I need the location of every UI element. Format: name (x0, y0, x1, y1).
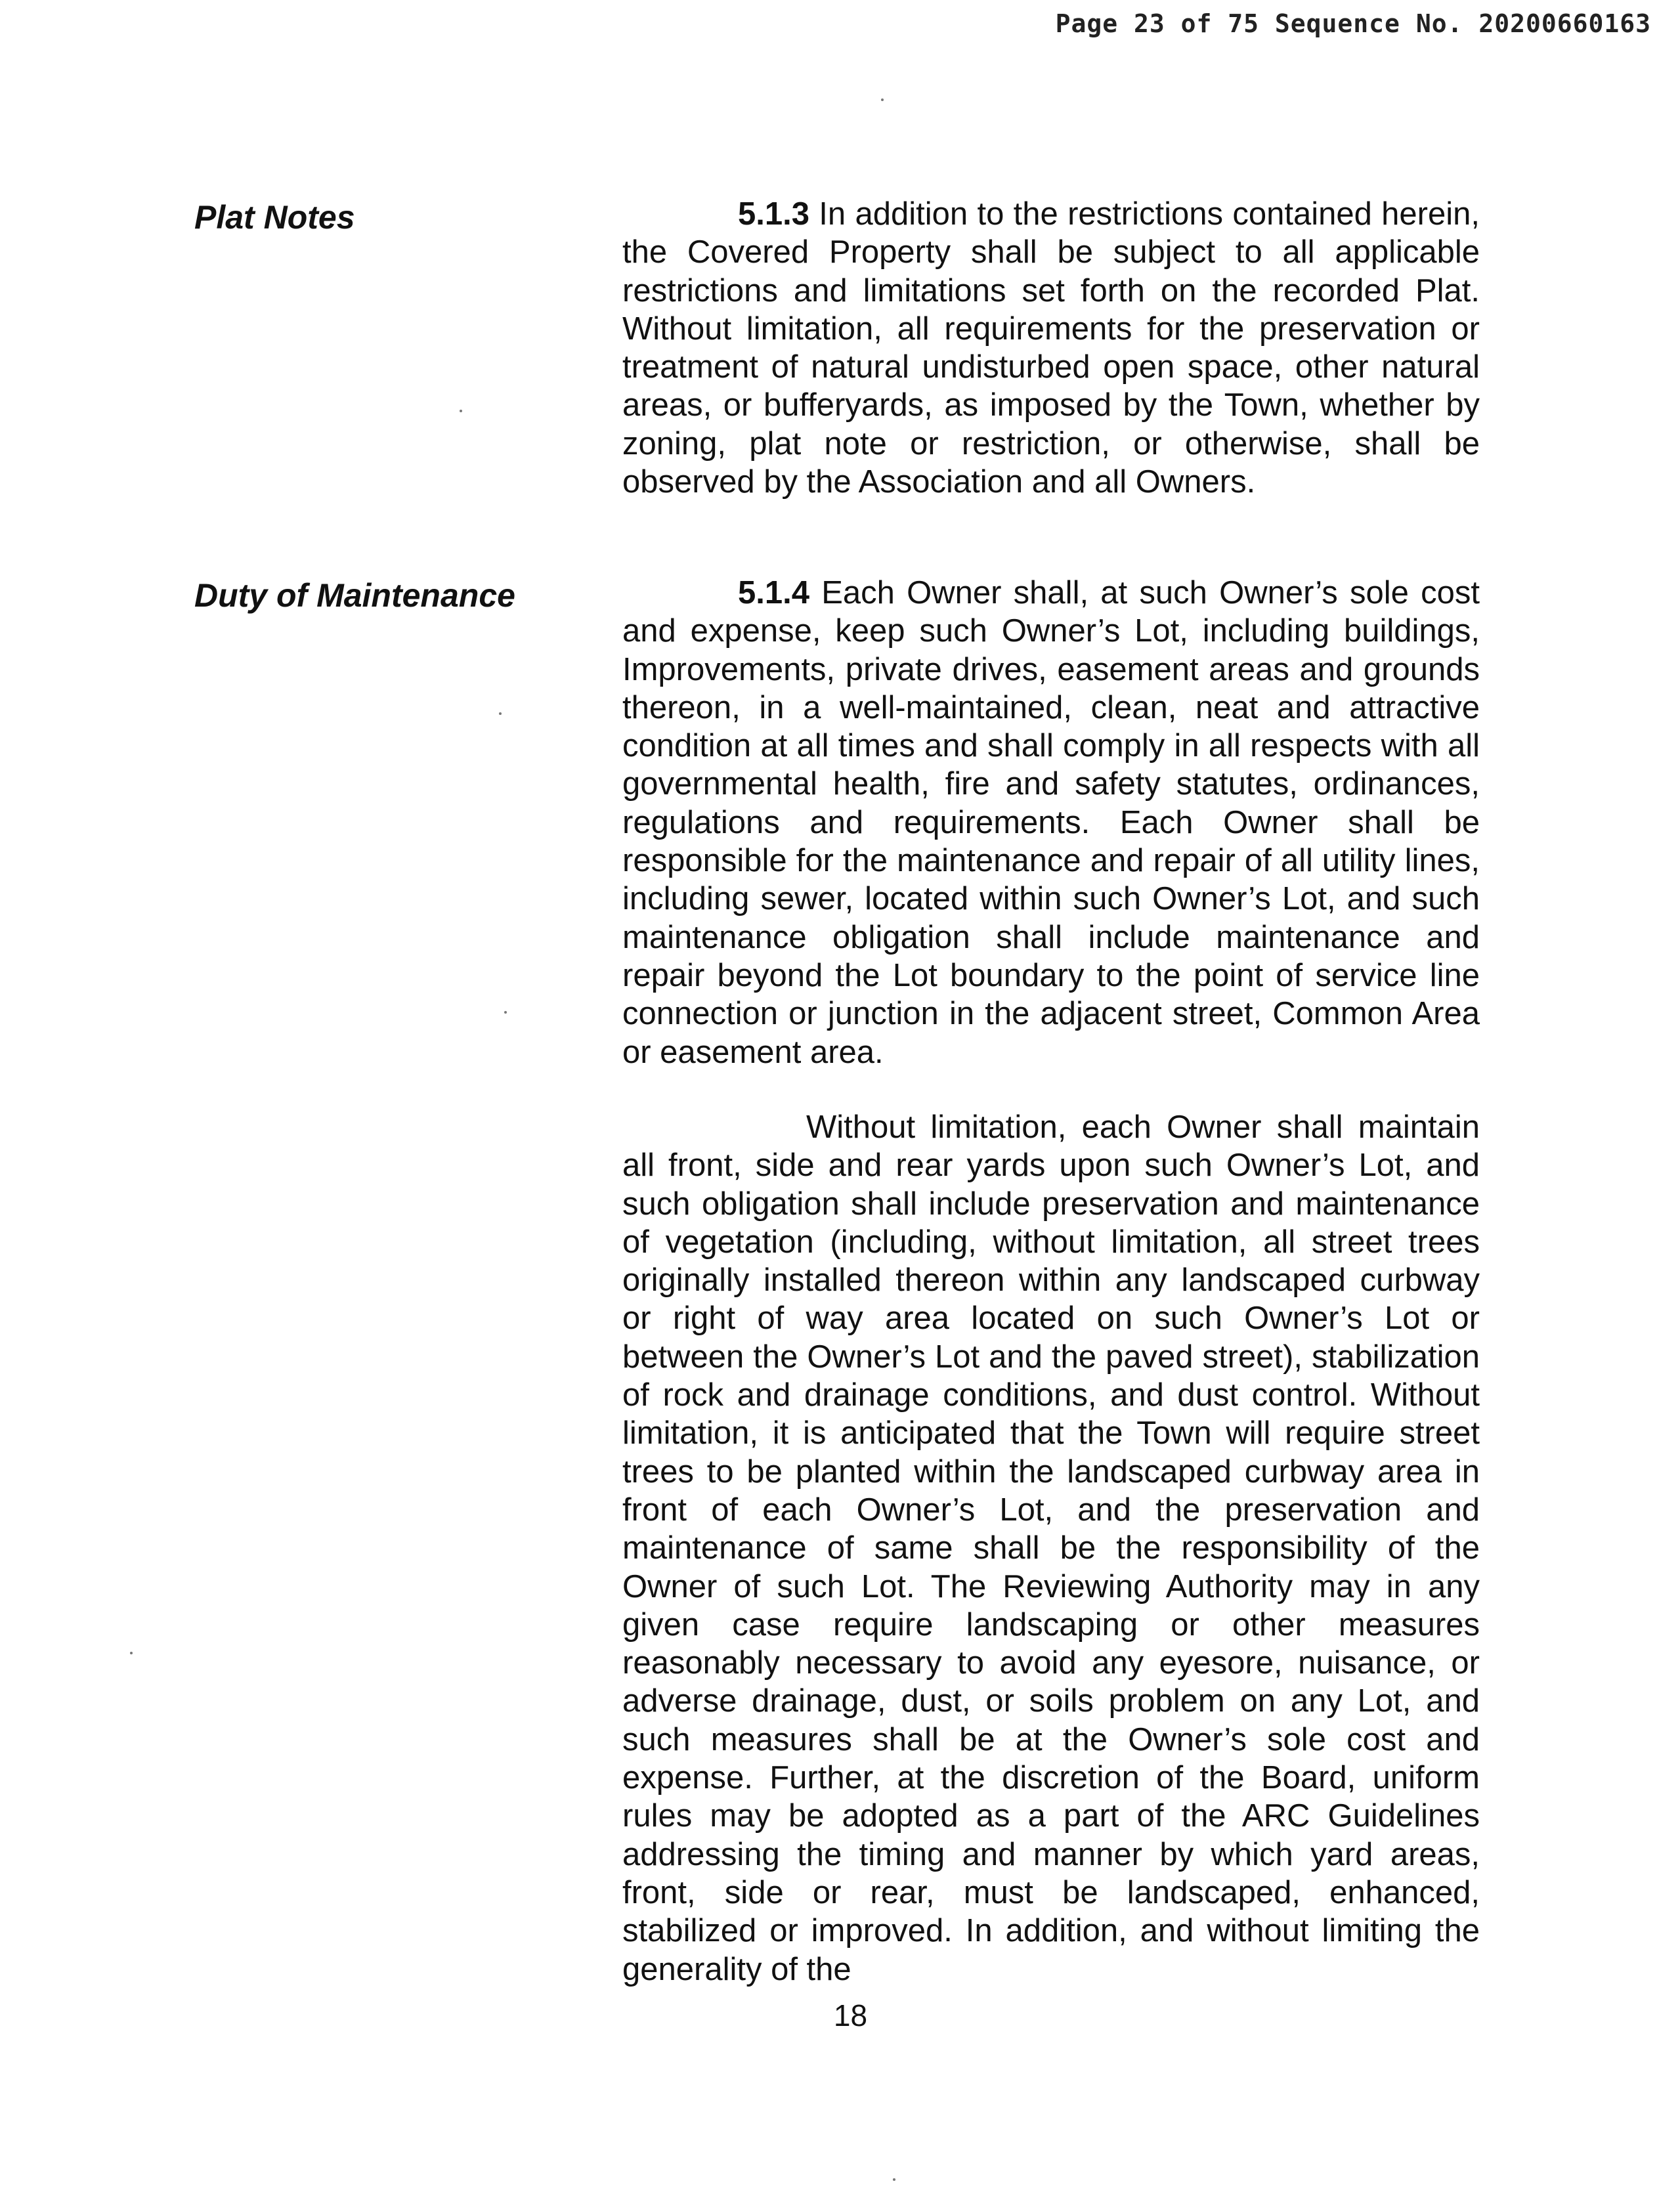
paragraph-yard-maintenance: Without limitation, each Owner shall maintain all front, side and rear yards upon such Owner’s Lot, and such obligation shall include preservation and maintenance of vegetation (including, without limitation, all street trees originally installed thereon within any landscaped curbway or right of way area located on such Owner’s Lot or between the Owner’s Lot and the paved street), stabilization of rock and drainage conditions, and dust control. Without limitation, it is anticipated that the Town will require street trees to be planted within the landscaped curbway area in front of each Owner’s Lot, and the preservation and maintenance of same shall be the responsibility of the Owner of such Lot. The Reviewing Authority may in any given case require landscaping or other measures reasonably necessary to avoid any eyesore, nuisance, or adverse drainage, dust, or soils problem on any Lot, and such measures shall be at the Owner’s sole cost and expense. Further, at the discretion of the Board, uniform rules may be adopted as a part of the ARC Guidelines addressing the timing and manner by which yard areas, front, side or rear, must be landscaped, enhanced, stabilized or improved. In addition, and without limiting the generality of the (622, 1109, 1480, 1987)
scan-speck (504, 1011, 507, 1014)
paragraph-text: In addition to the restrictions contained herein, the Covered Property shall be subject to all applicable restrictions and limitations set forth on the recorded Plat. Without limitation, all requirements for the preservation or treatment of natural undisturbed open space, other natural areas, or bufferyards, as imposed by the Town, whether by zoning, plat note or restriction, or otherwise, shall be observed by the Association and all Owners. (622, 196, 1480, 500)
scan-speck (881, 98, 884, 101)
page-sequence-header: Page 23 of 75 Sequence No. 20200660163 (1055, 9, 1651, 38)
scan-speck (499, 712, 502, 715)
scan-speck (130, 1652, 133, 1654)
section-number: 5.1.4 (738, 575, 809, 611)
side-heading-duty-of-maintenance: Duty of Maintenance (194, 577, 515, 614)
section-number: 5.1.3 (738, 196, 809, 232)
paragraph-duty-of-maintenance (622, 574, 1480, 1071)
paragraph-plat-notes (622, 195, 1480, 501)
page-number (0, 1998, 1680, 2033)
page-number-text: 18 (833, 1998, 868, 2033)
side-heading-plat-notes: Plat Notes (194, 199, 355, 236)
scan-speck (460, 410, 462, 412)
paragraph-text: Each Owner shall, at such Owner’s sole cost and expense, keep such Owner’s Lot, including buildings, Improvements, private drives, easement areas and grounds thereon, in a well-maintained, clean, neat and attractive condition at all times and shall comply in all respects with all governmental health, fire and safety statutes, ordinances, regulations and requirements. Each Owner shall be responsible for the maintenance and repair of all utility lines, including sewer, located within such Owner’s Lot, and such maintenance obligation shall include maintenance and repair beyond the Lot boundary to the point of service line connection or junction in the adjacent street, Common Area or easement area. (622, 575, 1480, 1070)
scan-speck (893, 2178, 895, 2181)
